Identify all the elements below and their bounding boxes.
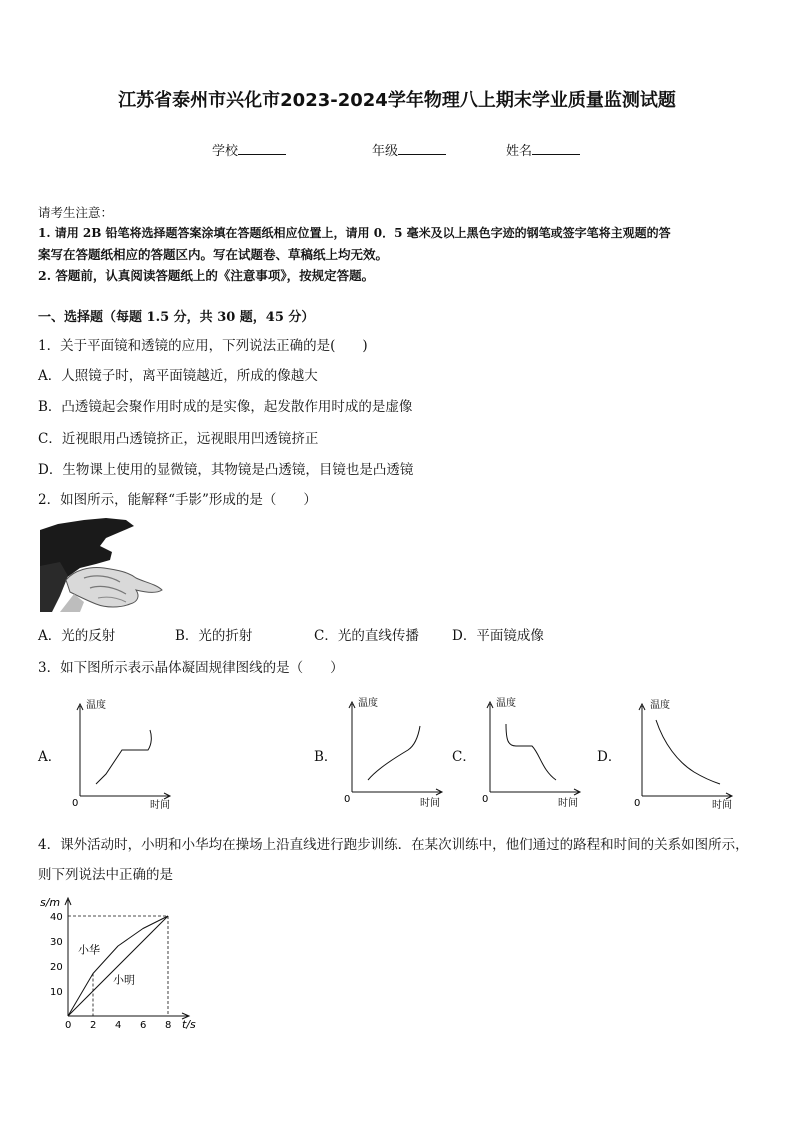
q1-stem: 1．关于平面镜和透镜的应用，下列说法正确的是( ) xyxy=(38,338,368,354)
q3-option-a-label: A． xyxy=(38,749,62,765)
q1-option-a: A．人照镜子时，离平面镜越近，所成的像越大 xyxy=(38,368,318,384)
grade-blank xyxy=(398,142,446,155)
y-tick-label-2: 30 xyxy=(50,937,63,948)
svg-text:0: 0 xyxy=(344,794,351,805)
svg-text:时间: 时间 xyxy=(558,798,578,809)
grade-label: 年级 xyxy=(372,144,399,159)
q3-graph-a xyxy=(66,694,186,814)
x-tick-label-4: 8 xyxy=(165,1020,172,1031)
q2-option-d: D．平面镜成像 xyxy=(452,628,544,644)
y-axis-label: 温度 xyxy=(86,700,106,711)
x-axis-label: t/s xyxy=(182,1018,196,1031)
page-title: 江苏省泰州市兴化市2023-2024学年物理八上期末学业质量监测试题 xyxy=(118,90,676,111)
q1-option-c: C．近视眼用凸透镜挤正，远视眼用凹透镜挤正 xyxy=(38,431,319,447)
series-line-1 xyxy=(68,916,168,1016)
x-axis-label: 时间 xyxy=(150,800,170,811)
svg-text:0: 0 xyxy=(634,798,641,809)
q1-option-d: D．生物课上使用的显微镜，其物镜是凸透镜，目镜也是凸透镜 xyxy=(38,462,414,478)
name-label: 姓名 xyxy=(506,144,533,159)
school-blank xyxy=(238,142,286,155)
notice-heading: 请考生注意： xyxy=(38,205,114,220)
name-field xyxy=(506,140,580,159)
svg-text:时间: 时间 xyxy=(712,800,732,811)
origin-label: 0 xyxy=(72,798,79,809)
x-tick-label-2: 4 xyxy=(115,1020,122,1031)
x-tick-label-3: 6 xyxy=(140,1020,147,1031)
school-field xyxy=(212,140,286,159)
y-tick-label-1: 20 xyxy=(50,962,63,973)
q3-graph-d xyxy=(628,692,748,812)
q3-option-b-label: B． xyxy=(314,749,338,765)
q4-stem-line-1: 4．课外活动时，小明和小华均在操场上沿直线进行跑步训练．在某次训练中，他们通过的路程和时间的关系如图所示， xyxy=(38,837,749,853)
svg-text:温度: 温度 xyxy=(650,700,670,711)
q3-stem: 3．如下图所示表示晶体凝固规律图线的是（ ） xyxy=(38,660,344,676)
name-blank xyxy=(532,142,580,155)
svg-text:温度: 温度 xyxy=(358,698,378,709)
x-tick-label-1: 2 xyxy=(90,1020,97,1031)
notice-line-1: 1. 请用 2B 铅笔将选择题答案涂填在答题纸相应位置上，请用 0．5 毫米及以上黑色字迹的钢笔或签字笔将主观题的答 xyxy=(38,226,671,240)
q2-option-c: C．光的直线传播 xyxy=(314,628,419,644)
series-lines xyxy=(68,916,168,1016)
q1-option-b: B．凸透镜起会聚作用时成的是实像，起发散作用时成的是虚像 xyxy=(38,399,413,415)
notice-line-2: 案写在答题纸相应的答题区内。写在试题卷、草稿纸上均无效。 xyxy=(38,247,389,262)
curve xyxy=(96,730,151,784)
notice-line-3: 2. 答题前，认真阅读答题纸上的《注意事项》，按规定答题。 xyxy=(38,268,375,283)
x-tick-label-0: 0 xyxy=(65,1020,72,1031)
school-label: 学校 xyxy=(212,144,239,159)
series-label-0: 小华 xyxy=(78,943,100,957)
y-axis-label: s/m xyxy=(40,896,61,909)
q2-stem: 2．如图所示，能解释“手影”形成的是（ ） xyxy=(38,492,317,508)
q4-distance-time-chart xyxy=(34,892,204,1032)
q3-option-d-label: D． xyxy=(597,749,622,765)
svg-text:温度: 温度 xyxy=(496,698,516,709)
svg-text:时间: 时间 xyxy=(420,798,440,809)
section-heading: 一、选择题（每题 1.5 分，共 30 题，45 分） xyxy=(38,310,315,325)
svg-text:0: 0 xyxy=(482,794,489,805)
series-label-1: 小明 xyxy=(113,973,135,987)
q2-option-a: A．光的反射 xyxy=(38,628,116,644)
hand-shadow-image xyxy=(40,516,164,612)
q3-graph-b xyxy=(338,690,458,810)
y-tick-label-0: 10 xyxy=(50,987,63,998)
q3-graph-c xyxy=(476,690,596,810)
q4-stem-line-2: 则下列说法中正确的是 xyxy=(38,867,173,883)
y-tick-label-3: 40 xyxy=(50,912,63,923)
q3-option-c-label: C． xyxy=(452,749,476,765)
q2-option-b: B．光的折射 xyxy=(175,628,253,644)
grade-field xyxy=(372,140,446,159)
